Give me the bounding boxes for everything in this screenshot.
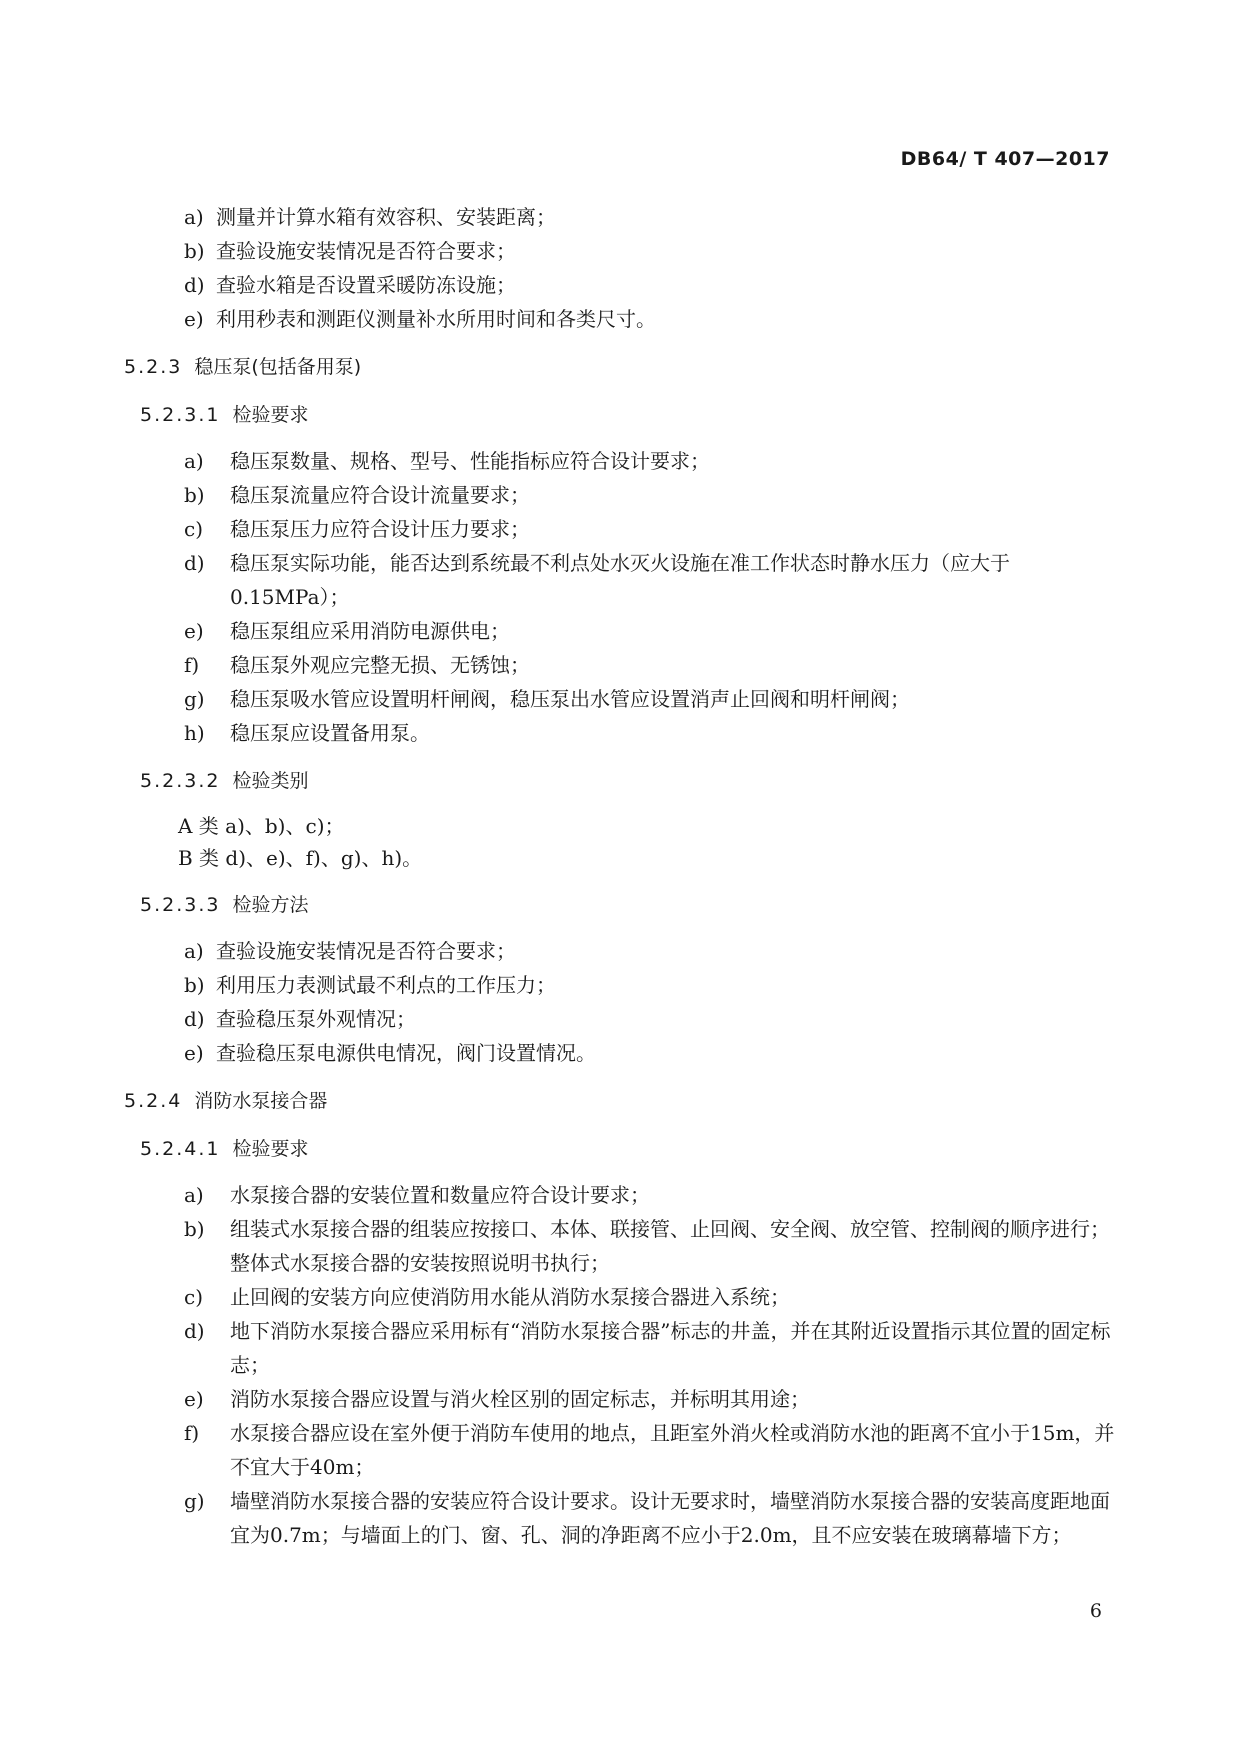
list-item: d) 查验稳压泵外观情况； [184,1007,416,1031]
list-item: e) 消防水泵接合器应设置与消火栓区别的固定标志，并标明其用途； [184,1387,810,1411]
list-item: a) 查验设施安装情况是否符合要求； [184,939,516,963]
list-item: a) 稳压泵数量、规格、型号、性能指标应符合设计要求； [184,449,710,473]
list-item: e) 利用秒表和测距仪测量补水所用时间和各类尺寸。 [184,307,656,331]
inspection-category-b: B 类 d)、e)、f)、g)、h)。 [178,846,423,870]
list-water-tank-methods [0,200,1240,336]
section-heading-5-2-4: 5.2.4 消防水泵接合器 [124,1090,328,1112]
list-item: e) 稳压泵组应采用消防电源供电； [184,619,510,643]
list-item: b) 稳压泵流量应符合设计流量要求； [184,483,530,507]
section-heading-5-2-3: 5.2.3 稳压泵(包括备用泵) [124,356,362,378]
list-pump-methods [0,934,1240,1070]
section-heading-5-2-3-3: 5.2.3.3 检验方法 [140,894,309,916]
list-item: g) 稳压泵吸水管应设置明杆闸阀，稳压泵出水管应设置消声止回阀和明杆闸阀； [184,687,910,711]
list-item: a) 水泵接合器的安装位置和数量应符合设计要求； [184,1183,650,1207]
list-item: a) 测量并计算水箱有效容积、安装距离； [184,205,556,229]
section-heading-5-2-3-1: 5.2.3.1 检验要求 [140,404,309,426]
list-item: h) 稳压泵应设置备用泵。 [184,721,430,745]
list-item: f) 稳压泵外观应完整无损、无锈蚀； [184,653,530,677]
list-connector-requirements [0,1178,1240,1552]
list-pump-requirements [0,444,1240,750]
section-heading-5-2-3-2: 5.2.3.2 检验类别 [140,770,309,792]
page-content [0,200,1240,1552]
inspection-category-a: A 类 a)、b)、c)； [178,814,345,838]
list-item: d) 稳压泵实际功能，能否达到系统最不利点处水灭火设施在准工作状态时静水压力（应大于0.15MPa）； [184,551,1010,609]
list-item: b) 利用压力表测试最不利点的工作压力； [184,973,556,997]
page-number: 6 [1089,1600,1102,1622]
document-code: DB64/ T 407—2017 [900,148,1110,170]
list-item: b) 查验设施安装情况是否符合要求； [184,239,516,263]
list-item: g) 墙壁消防水泵接合器的安装应符合设计要求。设计无要求时，墙壁消防水泵接合器的安装高度距地面宜为0.7m；与墙面上的门、窗、孔、洞的净距离不应小于2.0m，且不应安装在玻璃幕墙下方； [184,1489,1110,1547]
section-heading-5-2-4-1: 5.2.4.1 检验要求 [140,1138,309,1160]
list-item: c) 稳压泵压力应符合设计压力要求； [184,517,530,541]
list-item: d) 查验水箱是否设置采暖防冻设施； [184,273,516,297]
list-item: e) 查验稳压泵电源供电情况，阀门设置情况。 [184,1041,596,1065]
list-item: f) 水泵接合器应设在室外便于消防车使用的地点，且距室外消火栓或消防水池的距离不宜小于15m，并不宜大于40m； [184,1421,1115,1479]
list-item: c) 止回阀的安装方向应使消防用水能从消防水泵接合器进入系统； [184,1285,790,1309]
list-item: b) 组装式水泵接合器的组装应按接口、本体、联接管、止回阀、安全阀、放空管、控制阀的顺序进行；整体式水泵接合器的安装按照说明书执行； [184,1217,1110,1275]
list-item: d) 地下消防水泵接合器应采用标有“消防水泵接合器”标志的井盖，并在其附近设置指示其位置的固定标志； [184,1319,1111,1377]
